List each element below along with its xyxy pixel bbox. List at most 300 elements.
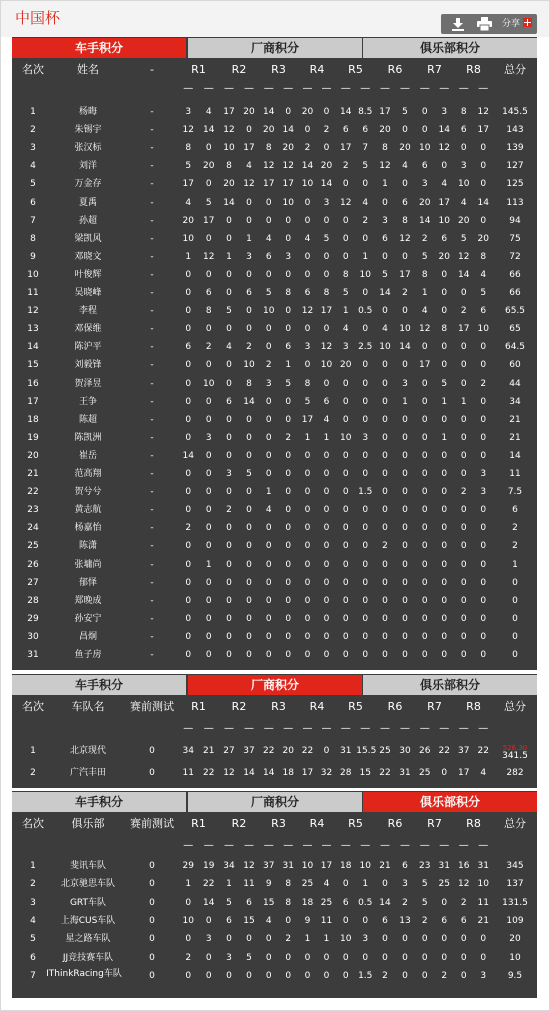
- score-cell: 14: [477, 197, 489, 208]
- score-cell: 0: [421, 934, 428, 945]
- score-cell: 0: [342, 879, 349, 890]
- score-cell: 0: [362, 523, 369, 534]
- score-cell: 3: [421, 179, 428, 190]
- score-cell: 0: [285, 469, 292, 479]
- score-cell: 5: [285, 378, 292, 389]
- score-cell: 2: [421, 233, 428, 244]
- tab-manufacturer[interactable]: 厂商积分: [188, 792, 362, 812]
- score-cell: 0: [421, 107, 428, 117]
- score-cell: 17: [419, 360, 431, 371]
- score-cell: 20: [301, 107, 314, 117]
- score-cell: 0: [402, 505, 408, 516]
- score-cell: 5: [362, 161, 369, 172]
- score-cell: 0: [460, 288, 467, 298]
- test-cell: -: [150, 215, 154, 226]
- test-cell: -: [150, 487, 154, 498]
- score-cell: 5: [265, 288, 272, 298]
- score-cell: 0: [421, 952, 428, 963]
- score-cell: 0: [246, 197, 252, 208]
- score-cell: 2: [285, 432, 292, 443]
- score-cell: 0: [441, 469, 448, 479]
- score-cell: 0: [226, 269, 232, 280]
- score-cell: 1: [205, 559, 212, 570]
- score-cell: 0: [285, 613, 292, 624]
- score-cell: 0: [285, 487, 292, 498]
- score-cell: 0: [226, 650, 232, 660]
- table-header: [12, 696, 537, 718]
- score-cell: 0: [304, 577, 311, 588]
- score-cell: 17: [182, 179, 194, 190]
- score-cell: 0: [441, 342, 448, 353]
- name-cell: IThinkRacing车队: [46, 968, 122, 979]
- score-cell: 6: [323, 396, 330, 407]
- sub-header-dash: —: [283, 723, 294, 734]
- score-cell: 0: [226, 631, 232, 642]
- score-cell: 0: [304, 450, 311, 461]
- score-cell: 6: [382, 233, 388, 244]
- score-cell: 0: [265, 631, 272, 642]
- score-cell: 3: [441, 107, 448, 117]
- sub-header-dash: —: [263, 840, 274, 851]
- top-bar: [1, 1, 549, 37]
- score-cell: 10: [182, 233, 194, 244]
- test-cell: 0: [149, 970, 155, 981]
- score-cell: 3: [342, 342, 349, 353]
- tab-club[interactable]: 俱乐部积分: [363, 792, 537, 812]
- tab-manufacturer[interactable]: 厂商积分: [188, 675, 362, 695]
- score-cell: 0: [342, 450, 349, 461]
- score-cell: 10: [359, 861, 371, 871]
- score-cell: 0: [323, 269, 330, 280]
- test-cell: -: [150, 432, 154, 443]
- score-cell: 0: [246, 934, 252, 945]
- score-cell: 0: [480, 450, 487, 461]
- tab-driver[interactable]: 车手积分: [12, 38, 186, 58]
- score-cell: 3: [460, 161, 467, 172]
- plus-icon: [523, 18, 532, 27]
- total-cell: 1: [512, 559, 518, 570]
- score-cell: 4: [382, 324, 388, 335]
- score-cell: 0: [246, 215, 252, 226]
- score-cell: 4: [226, 342, 232, 353]
- score-cell: 0: [323, 469, 330, 479]
- score-cell: 0: [362, 915, 369, 926]
- score-cell: 0: [421, 342, 428, 353]
- score-cell: 0: [185, 469, 192, 479]
- score-cell: 17: [301, 768, 314, 778]
- test-cell: -: [150, 360, 154, 371]
- score-cell: 0: [323, 378, 330, 389]
- score-cell: 0: [480, 631, 487, 642]
- score-cell: 0: [265, 970, 272, 981]
- score-cell: 0: [362, 450, 369, 461]
- score-cell: 26: [419, 746, 431, 756]
- score-cell: 0: [362, 613, 369, 624]
- column-header: R6: [387, 817, 403, 830]
- score-cell: 8: [285, 288, 292, 298]
- score-cell: 20: [282, 143, 294, 154]
- sub-header-dash: —: [439, 840, 450, 851]
- rank-cell: 14: [27, 342, 39, 353]
- score-cell: 2: [382, 970, 388, 981]
- score-cell: 2: [362, 215, 369, 226]
- score-cell: 5: [441, 378, 448, 389]
- column-header: R5: [348, 63, 363, 76]
- score-cell: 5: [382, 269, 388, 280]
- score-cell: 0: [205, 541, 212, 552]
- table-row: [12, 967, 537, 985]
- name-cell: 陈潇: [78, 541, 97, 552]
- score-cell: 4: [362, 197, 369, 208]
- score-cell: 3: [205, 934, 212, 945]
- score-cell: 0: [285, 577, 292, 588]
- score-cell: 12: [320, 342, 333, 353]
- total-cell: 139: [506, 143, 524, 154]
- score-cell: 0: [205, 143, 212, 154]
- score-cell: 0: [382, 650, 388, 660]
- score-cell: 0: [265, 613, 272, 624]
- score-cell: 14: [301, 161, 314, 172]
- score-cell: 20: [203, 161, 215, 172]
- score-cell: 0: [480, 179, 487, 190]
- tab-club[interactable]: 俱乐部积分: [363, 38, 537, 58]
- score-cell: 4: [185, 197, 192, 208]
- score-cell: 20: [182, 215, 194, 226]
- score-cell: 0: [285, 396, 292, 407]
- score-cell: 3: [480, 970, 487, 981]
- total-cell: 345: [506, 861, 524, 871]
- rank-cell: 10: [27, 269, 39, 280]
- score-cell: 0: [441, 577, 448, 588]
- score-cell: 0: [185, 577, 192, 588]
- score-cell: 2: [402, 288, 408, 298]
- score-cell: 0: [265, 559, 272, 570]
- name-cell: 黄志航: [74, 505, 102, 516]
- rank-cell: 2: [30, 768, 36, 778]
- table-row: [12, 465, 537, 483]
- table-row: [12, 447, 537, 465]
- score-cell: 0: [460, 595, 467, 606]
- score-cell: 0: [441, 487, 448, 498]
- name-cell: 贺兮兮: [74, 487, 102, 498]
- score-cell: 3: [362, 934, 369, 945]
- column-header: R8: [466, 63, 481, 76]
- score-cell: 10: [301, 861, 314, 871]
- score-cell: 0: [441, 768, 448, 778]
- score-cell: 0: [185, 650, 192, 660]
- score-cell: 2: [285, 934, 292, 945]
- name-cell: 斐讯车队: [69, 861, 106, 871]
- sub-header-dash: —: [340, 723, 351, 734]
- total-cell: 21: [509, 432, 521, 443]
- table-row: [12, 556, 537, 574]
- score-cell: 2: [226, 505, 232, 516]
- score-cell: 0: [285, 650, 292, 660]
- score-cell: 14: [399, 342, 411, 353]
- score-cell: 14: [263, 107, 275, 117]
- column-header: R2: [231, 817, 247, 830]
- test-cell: 0: [149, 934, 155, 945]
- score-cell: 8: [304, 378, 311, 389]
- sub-header-dash: —: [203, 840, 214, 851]
- share-button[interactable]: [497, 14, 537, 34]
- tab-club[interactable]: 俱乐部积分: [363, 675, 537, 695]
- score-cell: 20: [340, 360, 352, 371]
- score-cell: 0: [362, 541, 369, 552]
- score-cell: 0: [205, 970, 212, 981]
- score-cell: 6: [342, 125, 349, 136]
- column-header: R4: [309, 817, 325, 830]
- score-cell: 8: [285, 897, 292, 908]
- column-header: 名次: [22, 817, 44, 830]
- score-cell: 1: [226, 879, 232, 890]
- sub-header-dash: —: [439, 83, 450, 94]
- score-cell: 22: [203, 879, 215, 890]
- column-header: R8: [466, 817, 481, 830]
- score-cell: 0: [285, 523, 292, 534]
- score-cell: 0: [402, 251, 408, 262]
- name-cell: 叶俊辉: [74, 269, 102, 280]
- score-cell: 30: [399, 746, 411, 756]
- table-row: [12, 537, 537, 555]
- name-cell: 星之路车队: [65, 934, 111, 945]
- rank-cell: 13: [27, 324, 39, 335]
- score-cell: 3: [480, 469, 487, 479]
- print-button[interactable]: [471, 14, 497, 34]
- score-cell: 0: [421, 378, 428, 389]
- score-cell: 8: [185, 143, 192, 154]
- score-cell: 20: [379, 125, 391, 136]
- score-cell: 0: [246, 631, 252, 642]
- score-cell: 0: [382, 487, 388, 498]
- score-cell: 0: [460, 952, 467, 963]
- score-cell: 5: [421, 879, 428, 890]
- score-cell: 0: [402, 952, 408, 963]
- rank-cell: 2: [30, 879, 36, 890]
- score-cell: 12: [223, 125, 235, 136]
- score-cell: 0: [402, 631, 408, 642]
- page-title: 中国杯: [15, 9, 61, 27]
- score-cell: 0: [304, 197, 311, 208]
- score-cell: 0: [205, 360, 212, 371]
- score-cell: 0: [402, 595, 408, 606]
- score-cell: 9: [265, 879, 272, 890]
- score-cell: 2: [265, 360, 272, 371]
- score-cell: 5: [402, 107, 408, 117]
- table-row: [12, 302, 537, 320]
- score-cell: 0: [226, 541, 232, 552]
- score-cell: 0: [304, 631, 311, 642]
- total-cell: 60: [509, 360, 521, 371]
- score-cell: 0: [265, 934, 272, 945]
- score-cell: 0: [480, 541, 487, 552]
- total-cell: 44: [509, 378, 521, 389]
- tab-driver[interactable]: 车手积分: [12, 675, 186, 695]
- total-cell: 125: [506, 179, 524, 190]
- rank-cell: 3: [30, 143, 36, 154]
- score-cell: 4: [460, 197, 467, 208]
- score-cell: 0: [441, 952, 448, 963]
- score-cell: 8: [480, 251, 487, 262]
- table-row: [12, 740, 537, 762]
- score-cell: 6: [441, 233, 448, 244]
- score-cell: 0: [460, 934, 467, 945]
- score-cell: 2: [402, 897, 408, 908]
- score-cell: 20: [399, 143, 411, 154]
- score-cell: 0: [205, 179, 212, 190]
- score-cell: 0: [323, 577, 330, 588]
- score-cell: 0: [421, 577, 428, 588]
- score-cell: 0: [342, 577, 349, 588]
- score-cell: 0: [480, 161, 487, 172]
- score-cell: 0: [342, 541, 349, 552]
- score-cell: 16: [458, 861, 470, 871]
- column-header: R1: [191, 63, 206, 76]
- score-cell: 0: [402, 469, 408, 479]
- score-cell: 0: [246, 559, 252, 570]
- score-cell: 5: [205, 197, 212, 208]
- test-cell: -: [150, 251, 154, 262]
- score-cell: 0: [441, 541, 448, 552]
- score-cell: 0: [185, 378, 192, 389]
- name-cell: 邓保维: [74, 324, 102, 335]
- sub-header-row: [12, 82, 537, 96]
- score-cell: 0: [304, 251, 311, 262]
- score-cell: 0: [362, 288, 369, 298]
- download-button[interactable]: [445, 14, 471, 34]
- score-cell: 0: [265, 432, 272, 443]
- name-cell: 广汽丰田: [69, 768, 106, 778]
- score-cell: 5: [246, 469, 252, 479]
- score-cell: 0: [185, 269, 192, 280]
- total-cell: 109: [506, 915, 524, 926]
- score-cell: 0: [226, 432, 232, 443]
- score-cell: 0: [382, 631, 388, 642]
- table-row: [12, 356, 537, 374]
- score-cell: 10: [399, 324, 411, 335]
- score-cell: 0: [480, 215, 487, 226]
- score-cell: 6: [460, 915, 467, 926]
- score-cell: 14: [243, 396, 255, 407]
- score-cell: 20: [243, 107, 255, 117]
- score-cell: 0: [382, 197, 388, 208]
- score-cell: 4: [421, 306, 428, 317]
- tab-manufacturer[interactable]: 厂商积分: [188, 38, 362, 58]
- score-cell: 0: [323, 523, 330, 534]
- score-cell: 3: [285, 251, 292, 262]
- score-cell: 20: [419, 197, 431, 208]
- sub-header-dash: —: [183, 840, 194, 851]
- score-cell: 0: [285, 952, 292, 963]
- score-cell: 0: [382, 934, 388, 945]
- name-cell: 朱锡宇: [74, 125, 102, 136]
- score-cell: 0: [304, 324, 311, 335]
- score-cell: 0: [441, 505, 448, 516]
- column-header: 名次: [22, 700, 44, 713]
- score-cell: 0: [226, 233, 232, 244]
- score-cell: 8: [460, 107, 467, 117]
- score-cell: 0: [185, 505, 192, 516]
- name-cell: 刘洋: [78, 161, 97, 172]
- score-cell: 0: [205, 613, 212, 624]
- score-cell: 14: [263, 768, 275, 778]
- rank-cell: 16: [27, 378, 39, 389]
- score-cell: 0: [205, 233, 212, 244]
- score-cell: 0: [441, 360, 448, 371]
- score-cell: 1: [304, 432, 311, 443]
- test-cell: 0: [149, 746, 155, 756]
- score-cell: 6: [460, 125, 467, 136]
- score-cell: 0: [342, 487, 349, 498]
- score-cell: 8: [246, 378, 252, 389]
- sub-header-dash: —: [321, 723, 332, 734]
- name-cell: 陈沪平: [74, 342, 102, 353]
- column-header: 车队名: [71, 700, 105, 713]
- table-row: [12, 393, 537, 411]
- score-cell: 1: [265, 487, 272, 498]
- score-cell: 6: [304, 288, 311, 298]
- score-cell: 0: [342, 915, 349, 926]
- score-cell: 0: [441, 414, 448, 425]
- score-cell: 17: [379, 107, 391, 117]
- column-header: R4: [309, 63, 325, 76]
- score-cell: 0: [480, 613, 487, 624]
- score-cell: 5: [246, 952, 252, 963]
- score-cell: 0: [342, 396, 349, 407]
- score-cell: 8: [402, 215, 408, 226]
- rank-cell: 1: [30, 861, 36, 871]
- score-cell: 22: [438, 746, 450, 756]
- score-cell: 10: [203, 378, 215, 389]
- score-cell: 0: [285, 450, 292, 461]
- rank-cell: 3: [30, 897, 36, 908]
- table-row: [12, 429, 537, 447]
- score-cell: 0: [185, 559, 192, 570]
- test-cell: -: [150, 450, 154, 461]
- score-cell: 0: [480, 360, 487, 371]
- total-cell: 0: [512, 631, 518, 642]
- score-cell: 0: [323, 746, 330, 756]
- score-cell: 0: [362, 650, 369, 660]
- test-cell: -: [150, 523, 154, 534]
- score-cell: 5: [226, 306, 232, 317]
- score-cell: 0: [421, 595, 428, 606]
- score-cell: 10: [243, 360, 255, 371]
- score-cell: 0: [185, 306, 192, 317]
- score-cell: 12: [301, 306, 314, 317]
- score-cell: 0: [342, 559, 349, 570]
- score-cell: 3: [246, 251, 252, 262]
- score-cell: 0: [441, 450, 448, 461]
- score-cell: 10: [320, 360, 333, 371]
- score-cell: 0: [480, 505, 487, 516]
- score-cell: 1.5: [358, 487, 373, 498]
- score-cell: 0: [323, 541, 330, 552]
- score-cell: 0: [460, 143, 467, 154]
- column-header: 姓名: [77, 63, 99, 76]
- score-cell: 0: [402, 487, 408, 498]
- rank-cell: 5: [30, 934, 36, 945]
- score-cell: 27: [223, 746, 235, 756]
- tab-driver[interactable]: 车手积分: [12, 792, 186, 812]
- score-cell: 14: [419, 215, 431, 226]
- score-cell: 0: [382, 432, 388, 443]
- sub-header-dash: —: [321, 83, 332, 94]
- score-cell: 0: [226, 523, 232, 534]
- column-header: R6: [387, 700, 403, 713]
- score-cell: 4: [441, 179, 448, 190]
- total-cell: 341.5: [502, 751, 528, 761]
